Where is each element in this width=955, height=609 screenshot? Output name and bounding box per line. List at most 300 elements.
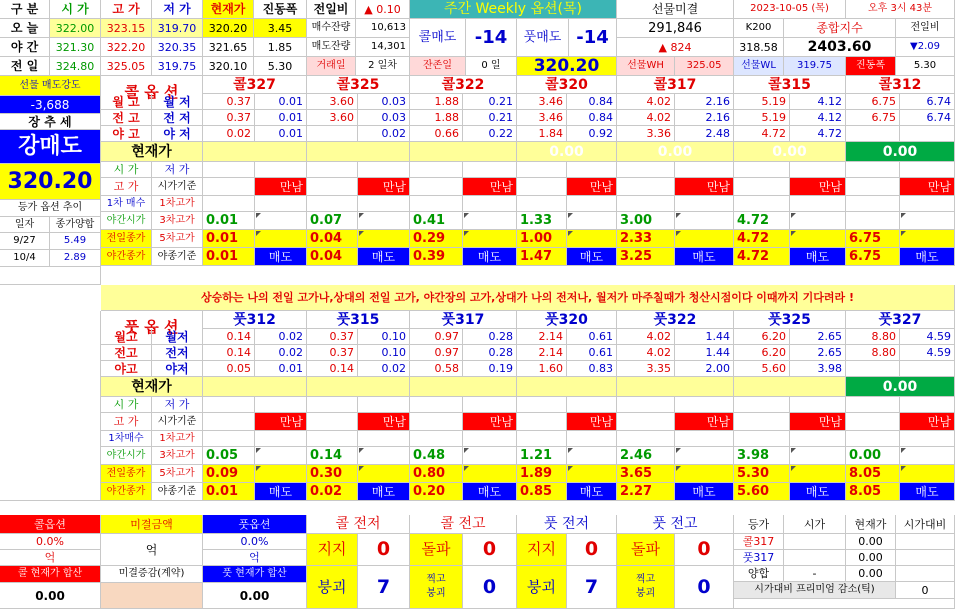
grid-bottom-value: 7 (358, 566, 410, 609)
put-night-close-value: 2.27 (617, 483, 675, 501)
empty (900, 212, 955, 230)
call-current-cell: 0.00 (617, 142, 734, 162)
call-meet-badge[interactable]: 만남 (358, 178, 410, 196)
triangle-marker-icon (256, 448, 261, 453)
grid-top-value: 0 (567, 534, 617, 566)
grid-bottom-label (410, 566, 463, 609)
triangle-marker-icon (256, 213, 261, 218)
triangle-marker-icon (464, 213, 469, 218)
put-meet-badge[interactable]: 만남 (463, 413, 517, 431)
futures-wl-value: 319.75 (784, 57, 846, 76)
put-high-cell: 0.14 (203, 345, 255, 361)
put-pct: 0.0% (203, 534, 307, 550)
call-low-cell: 2.16 (675, 110, 734, 126)
call-current-cell (307, 142, 410, 162)
grid-top-label: 지지 (307, 534, 358, 566)
call-fifth-value: 4.72 (734, 230, 790, 248)
call-meet-badge[interactable]: 만남 (790, 178, 846, 196)
call-row-label-hi: 야 고 (101, 126, 152, 142)
call-low-cell: 4.72 (790, 126, 846, 142)
triangle-marker-icon (568, 448, 573, 453)
empty (567, 212, 617, 230)
call-high-cell: 3.60 (307, 110, 358, 126)
empty (307, 196, 358, 212)
empty (358, 431, 410, 447)
right-diff (896, 534, 955, 550)
put-sell-button[interactable]: 매도 (900, 483, 955, 501)
call-meet-badge[interactable]: 만남 (567, 178, 617, 196)
grid-bottom-value: 7 (567, 566, 617, 609)
triangle-marker-icon (256, 466, 261, 471)
call-meet-badge[interactable]: 만남 (463, 178, 517, 196)
empty (900, 397, 955, 413)
remain-day-label: 잔존일 (410, 57, 466, 76)
empty (410, 431, 463, 447)
call-third-value: 1.33 (517, 212, 567, 230)
put-sell-button[interactable]: 매도 (567, 483, 617, 501)
put-high-cell: 5.60 (734, 361, 790, 377)
history-value: 5.49 (50, 233, 101, 250)
empty (255, 212, 307, 230)
right-current: 0.00 (846, 550, 896, 566)
empty (675, 397, 734, 413)
call-sell-button[interactable]: 매도 (358, 248, 410, 266)
call-row-label-lo: 야 저 (152, 126, 203, 142)
call-high-cell: 0.37 (203, 110, 255, 126)
call-high-cell: 6.75 (846, 110, 900, 126)
call-sell-button[interactable]: 매도 (255, 248, 307, 266)
empty (307, 431, 358, 447)
put-fifth-value: 0.30 (307, 465, 358, 483)
empty (846, 162, 900, 178)
call-sell-value: -14 (466, 19, 517, 57)
open-value: 324.80 (50, 57, 101, 76)
empty (675, 162, 734, 178)
put-meet-badge[interactable]: 만남 (675, 413, 734, 431)
call-meet-badge[interactable]: 만남 (900, 178, 955, 196)
right-diff (896, 566, 955, 582)
composite-value: 2403.60 (784, 38, 896, 57)
triangle-marker-icon (568, 231, 573, 236)
put-third-value: 0.00 (846, 447, 900, 465)
unsettled-unit: 억 (101, 534, 203, 566)
prev-change: ▲ 0.10 (356, 0, 410, 19)
grid-title: 풋 전고 (617, 515, 734, 534)
current-value: 320.20 (203, 19, 254, 38)
put-strike-0[interactable]: 풋312 (203, 311, 307, 329)
range-value: 3.45 (254, 19, 307, 38)
high-label: 고 가 (101, 413, 152, 431)
third-high-label: 3차고가 (152, 447, 203, 465)
put-low-cell: 4.59 (900, 345, 955, 361)
left-current-price: 320.20 (0, 164, 101, 200)
right-row-name: 풋317 (734, 550, 784, 566)
put-high-cell: 1.60 (517, 361, 567, 377)
empty (358, 230, 410, 248)
empty (734, 413, 790, 431)
open-basis-label: 시가기준 (152, 178, 203, 196)
blank (0, 311, 101, 501)
put-sell-button[interactable]: 매도 (358, 483, 410, 501)
triangle-marker-icon (568, 213, 573, 218)
put-sell-label: 풋매도 (517, 19, 569, 57)
call-row-label-lo: 월 저 (152, 94, 203, 110)
weekly-price: 320.20 (517, 57, 617, 76)
grid-bottom-value: 0 (463, 566, 517, 609)
empty (410, 397, 463, 413)
call-low-cell: 0.21 (463, 94, 517, 110)
buy-remain-value: 10,613 (356, 19, 410, 38)
put-low-cell: 2.65 (790, 329, 846, 345)
empty (675, 230, 734, 248)
put-strike-6[interactable]: 풋327 (846, 311, 955, 329)
right-header: 등가 (734, 515, 784, 534)
empty (617, 413, 675, 431)
triangle-marker-icon (464, 466, 469, 471)
call-low-cell: 0.01 (255, 126, 307, 142)
high-value: 323.15 (101, 19, 152, 38)
call-strike-6[interactable]: 콜312 (846, 76, 955, 94)
empty (790, 162, 846, 178)
empty (900, 447, 955, 465)
empty (307, 162, 358, 178)
triangle-marker-icon (676, 466, 681, 471)
fifth-high-label: 5차고가 (152, 465, 203, 483)
call-sell-button[interactable]: 매도 (567, 248, 617, 266)
put-meet-badge[interactable]: 만남 (255, 413, 307, 431)
open-label: 시 가 (101, 162, 152, 178)
put-current-cell (734, 377, 846, 397)
put-low-cell: 0.61 (567, 329, 617, 345)
futures-oi-label: 선물미결 (617, 0, 734, 19)
open-label: 시 가 (101, 397, 152, 413)
call-high-cell: 3.60 (307, 94, 358, 110)
empty (517, 178, 567, 196)
put-sell-button[interactable]: 매도 (675, 483, 734, 501)
empty (846, 178, 900, 196)
history-header: 일자 (0, 217, 50, 233)
call-fifth-value: 2.33 (617, 230, 675, 248)
fifth-high-label: 5차고가 (152, 230, 203, 248)
empty (617, 178, 675, 196)
right-row-name: 콜317 (734, 534, 784, 550)
call-high-cell: 3.46 (517, 94, 567, 110)
put-current-cell (307, 377, 410, 397)
futures-wl-label: 선물WL (734, 57, 784, 76)
call-low-cell: 4.12 (790, 110, 846, 126)
put-night-close-value: 5.60 (734, 483, 790, 501)
put-high-cell: 2.14 (517, 345, 567, 361)
triangle-marker-icon (359, 466, 364, 471)
call-strike-2[interactable]: 콜322 (410, 76, 517, 94)
put-title: 풋 옵 션 (101, 311, 203, 345)
call-sum-label: 콜 현재가 합산 (0, 566, 101, 583)
put-current-cell (617, 377, 734, 397)
call-unit: 억 (0, 550, 101, 566)
call-high-cell: 0.37 (203, 94, 255, 110)
empty (255, 465, 307, 483)
call-strike-3[interactable]: 콜320 (517, 76, 617, 94)
call-current-cell: 0.00 (734, 142, 846, 162)
put-fifth-value: 0.80 (410, 465, 463, 483)
put-meet-badge[interactable]: 만남 (900, 413, 955, 431)
put-low-cell: 0.28 (463, 345, 517, 361)
empty (675, 212, 734, 230)
open-value: 322.00 (50, 19, 101, 38)
put-strike-3[interactable]: 풋320 (517, 311, 617, 329)
empty (463, 212, 517, 230)
put-third-value: 0.05 (203, 447, 255, 465)
blank (734, 599, 955, 609)
empty (463, 431, 517, 447)
grid-bunggoe-label: 붕괴 (635, 588, 656, 599)
put-sell-button[interactable]: 매도 (790, 483, 846, 501)
night-open-label: 야간시가 (101, 447, 152, 465)
put-sell-value: -14 (569, 19, 617, 57)
summary-header: 전일비 (307, 0, 356, 19)
grid-title: 콜 전저 (307, 515, 410, 534)
triangle-marker-icon (791, 231, 796, 236)
call-low-cell: 0.21 (463, 110, 517, 126)
empty (790, 431, 846, 447)
put-current-cell (203, 377, 307, 397)
call-fifth-value: 0.29 (410, 230, 463, 248)
range-value: 1.85 (254, 38, 307, 57)
put-high-cell (846, 361, 900, 377)
trade-day-label: 거래일 (307, 57, 356, 76)
put-low-cell: 0.10 (358, 329, 410, 345)
put-current-cell (517, 377, 617, 397)
summary-header: 현재가 (203, 0, 254, 19)
put-row-label-lo: 월저 (152, 329, 203, 345)
third-high-label: 3차고가 (152, 212, 203, 230)
empty (255, 162, 307, 178)
futures-wh-value: 325.05 (675, 57, 734, 76)
call-row-label-lo: 전 저 (152, 110, 203, 126)
call-sell-button[interactable]: 매도 (463, 248, 517, 266)
trend-value: 강매도 (0, 130, 101, 164)
grid-top-label: 지지 (517, 534, 567, 566)
put-sell-button[interactable]: 매도 (463, 483, 517, 501)
right-open: - (784, 566, 846, 582)
call-high-cell: 6.75 (846, 94, 900, 110)
empty (790, 447, 846, 465)
put-high-cell: 4.02 (617, 345, 675, 361)
call-strike-0[interactable]: 콜327 (203, 76, 307, 94)
oi-change-label: 미결증감(계약) (101, 566, 203, 583)
empty (675, 447, 734, 465)
call-third-value: 0.41 (410, 212, 463, 230)
empty (517, 413, 567, 431)
empty (790, 212, 846, 230)
unsettled-label: 미결금액 (101, 515, 203, 534)
grid-bottom-label: 붕괴 (517, 566, 567, 609)
grid-bottom-label: 붕괴 (307, 566, 358, 609)
high-label: 고 가 (101, 178, 152, 196)
put-high-cell: 0.14 (307, 361, 358, 377)
put-fifth-value: 8.05 (846, 465, 900, 483)
composite-label: 종합지수 (784, 19, 896, 38)
put-sell-button[interactable]: 매도 (255, 483, 307, 501)
put-low-cell: 0.19 (463, 361, 517, 377)
triangle-marker-icon (676, 448, 681, 453)
empty (734, 178, 790, 196)
triangle-marker-icon (568, 466, 573, 471)
empty (517, 397, 567, 413)
call-night-close-value: 3.25 (617, 248, 675, 266)
low-value: 320.35 (152, 38, 203, 57)
put-high-cell: 8.80 (846, 345, 900, 361)
call-night-close-value: 0.39 (410, 248, 463, 266)
call-high-cell: 0.66 (410, 126, 463, 142)
summary-row-label: 야 간 (0, 38, 50, 57)
low-value: 319.75 (152, 57, 203, 76)
empty (567, 431, 617, 447)
call-high-cell: 5.19 (734, 94, 790, 110)
empty (846, 431, 900, 447)
empty (410, 413, 463, 431)
call-current-cell (203, 142, 307, 162)
empty (567, 230, 617, 248)
right-header: 시가 (784, 515, 846, 534)
call-high-cell: 1.84 (517, 126, 567, 142)
put-strike-5[interactable]: 풋325 (734, 311, 846, 329)
call-sell-button[interactable]: 매도 (900, 248, 955, 266)
empty (463, 447, 517, 465)
put-strike-4[interactable]: 풋322 (617, 311, 734, 329)
put-high-cell: 6.20 (734, 329, 790, 345)
futures-oi-value: 291,846 (617, 19, 734, 38)
right-current: 0.00 (846, 534, 896, 550)
put-low-cell: 0.28 (463, 329, 517, 345)
empty (203, 178, 255, 196)
call-high-cell: 4.02 (617, 110, 675, 126)
put-night-close-value: 8.05 (846, 483, 900, 501)
right-open (784, 534, 846, 550)
put-sum-value: 0.00 (203, 583, 307, 609)
grid-bunggoe-label: 붕괴 (426, 588, 446, 599)
empty (255, 447, 307, 465)
premium-label: 시가대비 프리미엄 감소(틱) (734, 582, 896, 599)
put-meet-badge[interactable]: 만남 (790, 413, 846, 431)
empty (617, 162, 675, 178)
call-strike-5[interactable]: 콜315 (734, 76, 846, 94)
triangle-marker-icon (901, 231, 906, 236)
put-night-close-value: 0.02 (307, 483, 358, 501)
futures-wh-label: 선물WH (617, 57, 675, 76)
k200-value: 318.58 (734, 38, 784, 57)
call-current-last: 0.00 (846, 142, 955, 162)
empty (675, 431, 734, 447)
put-third-value: 1.21 (517, 447, 567, 465)
call-high-cell: 3.36 (617, 126, 675, 142)
call-low-cell: 0.02 (358, 126, 410, 142)
put-meet-badge[interactable]: 만남 (358, 413, 410, 431)
call-low-cell: 6.74 (900, 110, 955, 126)
put-high-cell: 4.02 (617, 329, 675, 345)
low-label: 저 가 (152, 162, 203, 178)
empty (255, 431, 307, 447)
grid-jjik-label: 찍고 (635, 574, 656, 585)
put-strike-1[interactable]: 풋315 (307, 311, 410, 329)
call-sell-button[interactable]: 매도 (675, 248, 734, 266)
prev-value: ▼2.09 (896, 38, 955, 57)
grid-top-value: 0 (463, 534, 517, 566)
prev-label: 전일비 (896, 19, 955, 38)
empty (900, 196, 955, 212)
empty (307, 178, 358, 196)
first-buy-label: 1차매수 (101, 431, 152, 447)
call-option-label: 콜옵션 (0, 515, 101, 534)
history-value: 2.89 (50, 250, 101, 267)
put-low-cell: 4.59 (900, 329, 955, 345)
call-strike-4[interactable]: 콜317 (617, 76, 734, 94)
low-label: 저 가 (152, 397, 203, 413)
remain-day-value: 0 일 (466, 57, 517, 76)
date-display: 2023-10-05 (목) (734, 0, 846, 19)
high-value: 322.20 (101, 38, 152, 57)
history-label: 등가 옵션 추이 (0, 200, 101, 217)
triangle-marker-icon (359, 213, 364, 218)
call-fifth-value: 0.01 (203, 230, 255, 248)
put-row-label-lo: 전저 (152, 345, 203, 361)
put-high-cell: 0.97 (410, 345, 463, 361)
call-high-cell: 5.19 (734, 110, 790, 126)
call-high-cell: 1.88 (410, 110, 463, 126)
empty (463, 397, 517, 413)
empty (734, 162, 790, 178)
range-label: 진동폭 (846, 57, 896, 76)
call-strike-1[interactable]: 콜325 (307, 76, 410, 94)
sell-remain-label: 매도잔량 (307, 38, 356, 57)
triangle-marker-icon (791, 466, 796, 471)
put-low-cell: 2.65 (790, 345, 846, 361)
empty (846, 413, 900, 431)
put-third-value: 0.14 (307, 447, 358, 465)
range-value: 5.30 (254, 57, 307, 76)
call-high-cell (846, 126, 900, 142)
put-high-cell: 0.37 (307, 329, 358, 345)
empty (358, 447, 410, 465)
empty (307, 397, 358, 413)
summary-row-label: 오 늘 (0, 19, 50, 38)
put-night-close-value: 0.20 (410, 483, 463, 501)
put-high-cell: 3.35 (617, 361, 675, 377)
night-close-basis-label: 야종기준 (152, 483, 203, 501)
empty (790, 465, 846, 483)
empty (358, 397, 410, 413)
empty (255, 397, 307, 413)
triangle-marker-icon (464, 231, 469, 236)
grid-title: 콜 전고 (410, 515, 517, 534)
call-meet-badge[interactable]: 만남 (255, 178, 307, 196)
call-night-close-value: 0.01 (203, 248, 255, 266)
put-strike-2[interactable]: 풋317 (410, 311, 517, 329)
k200-label: K200 (734, 19, 784, 38)
high-value: 325.05 (101, 57, 152, 76)
put-unit: 억 (203, 550, 307, 566)
put-row-label-hi: 야고 (101, 361, 152, 377)
grid-top-value: 0 (358, 534, 410, 566)
call-night-close-value: 4.72 (734, 248, 790, 266)
time-display: 오후 3시 43분 (846, 0, 955, 19)
put-meet-badge[interactable]: 만남 (567, 413, 617, 431)
triangle-marker-icon (676, 213, 681, 218)
call-sell-button[interactable]: 매도 (790, 248, 846, 266)
call-title: 콜 옵 션 (101, 76, 203, 110)
call-pct: 0.0% (0, 534, 101, 550)
call-meet-badge[interactable]: 만남 (675, 178, 734, 196)
